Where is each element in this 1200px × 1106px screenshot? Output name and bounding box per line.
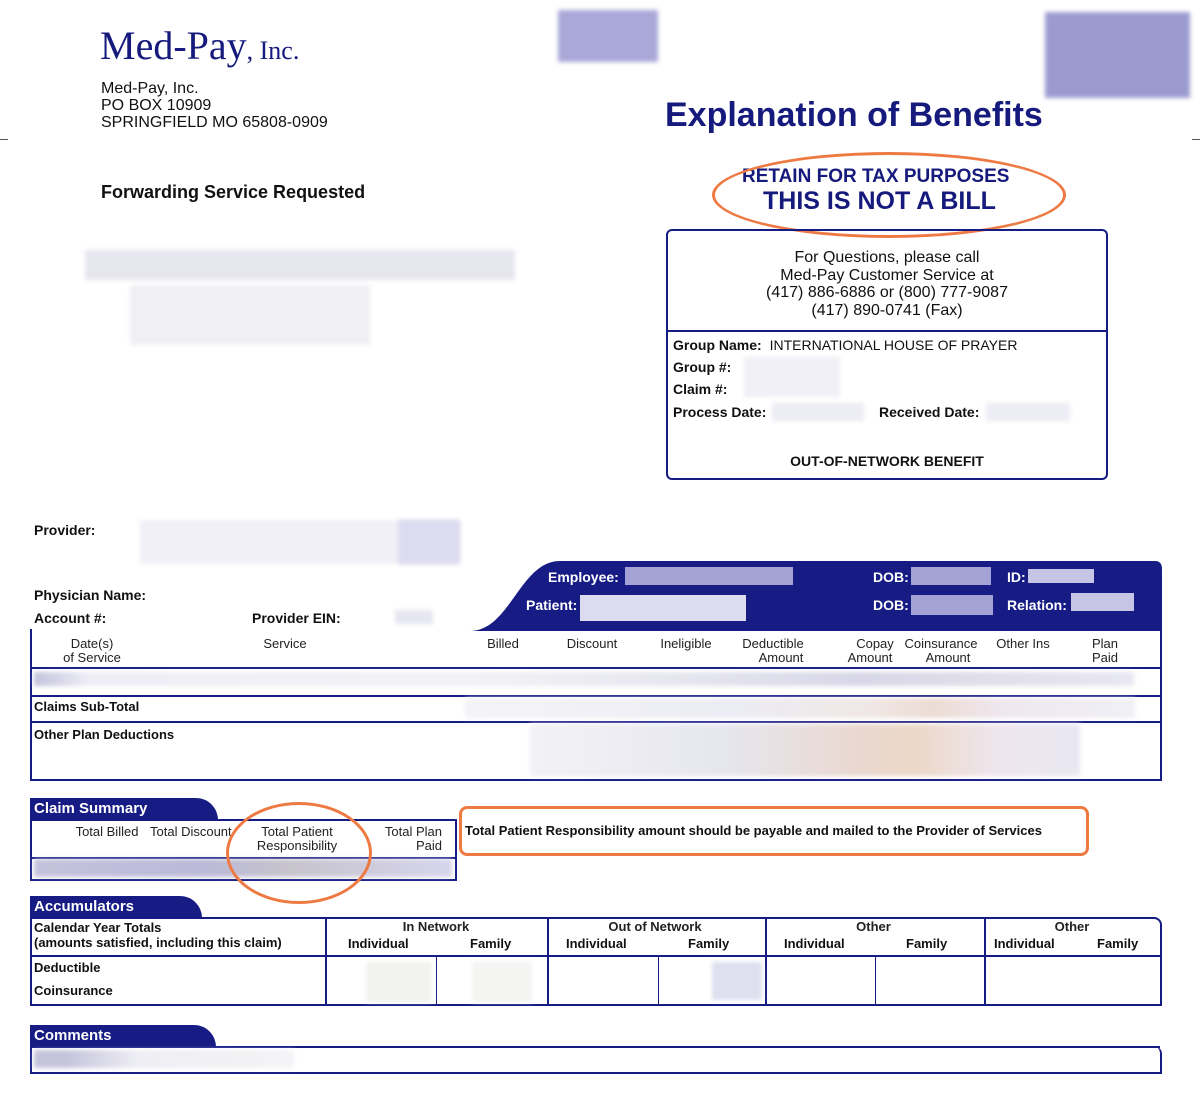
contact-text	[668, 249, 1106, 319]
col-label: Paid	[1091, 650, 1119, 665]
redacted-claim-row	[34, 672, 1134, 686]
redacted-relation	[1071, 593, 1134, 611]
accumulators-tab	[30, 896, 176, 918]
col-label: Date(s)	[70, 636, 114, 651]
col-divider	[436, 957, 437, 1004]
address-line-3: SPRINGFIELD MO 65808-0909	[101, 114, 328, 131]
redacted-subtotal	[465, 698, 1135, 718]
redacted-dob	[911, 595, 993, 615]
col-dates	[52, 637, 132, 665]
group-name-row	[673, 337, 1017, 353]
redacted-block	[1045, 12, 1190, 98]
col-label: Coinsurance	[904, 636, 978, 651]
col-label: Responsibility	[256, 838, 338, 853]
summary-total-billed: Total Billed	[75, 824, 139, 839]
group-other-1	[764, 920, 983, 934]
group-label: Other	[1054, 919, 1090, 934]
payment-note: Total Patient Responsibility amount should be payable and mailed to the Provider of Services	[465, 823, 1042, 838]
sub-family: Family	[470, 936, 512, 951]
accumulators-title: Accumulators	[34, 898, 135, 915]
redacted-patient	[580, 595, 746, 621]
document-title: Explanation of Benefits	[665, 96, 1043, 134]
cy-line-2: (amounts satisfied, including this claim)	[34, 935, 282, 950]
dob-label-patient: DOB:	[873, 597, 909, 613]
company-logo	[100, 22, 299, 69]
redacted-provider	[398, 520, 460, 564]
physician-label: Physician Name:	[34, 587, 147, 603]
comments-tab	[30, 1025, 190, 1047]
col-label: Service	[263, 636, 307, 651]
row-coinsurance: Coinsurance	[34, 983, 113, 998]
cy-line-1: Calendar Year Totals	[34, 920, 162, 935]
redacted-received-date	[986, 403, 1070, 421]
group-num-label: Group #:	[673, 359, 732, 375]
group-name-label: Group Name:	[673, 337, 762, 353]
summary-total-plan	[372, 825, 442, 853]
subtotal-label: Claims Sub-Total	[34, 699, 140, 714]
col-discount	[552, 637, 632, 651]
other-deductions-label: Other Plan Deductions	[34, 727, 175, 742]
col-label: Other Ins	[996, 636, 1050, 651]
retain-notice: RETAIN FOR TAX PURPOSES	[742, 166, 1010, 187]
claim-summary-tab	[30, 798, 192, 820]
summary-total-discount: Total Discount	[150, 825, 232, 839]
col-label: Amount	[758, 650, 804, 665]
sub-family: Family	[1097, 936, 1139, 951]
received-date-label: Received Date:	[879, 404, 980, 420]
process-date-label: Process Date:	[673, 404, 767, 420]
redacted-accumulator	[366, 962, 432, 1002]
dob-label-employee: DOB:	[873, 569, 909, 585]
group-name-value: INTERNATIONAL HOUSE OF PRAYER	[769, 337, 1018, 353]
row-deductible: Deductible	[34, 960, 101, 975]
col-ineligible	[646, 637, 726, 651]
group-other-2	[983, 920, 1161, 934]
row-divider	[32, 955, 1160, 957]
col-label: Paid	[415, 838, 442, 853]
redacted-claim	[744, 357, 840, 397]
redacted-employee	[625, 567, 793, 585]
divider	[668, 330, 1106, 332]
col-label: Ineligible	[660, 636, 712, 651]
redacted-deductions	[530, 724, 1080, 776]
col-label: Total Plan	[384, 824, 442, 839]
redacted-id	[1028, 569, 1094, 583]
ein-label: Provider EIN:	[252, 610, 341, 626]
col-label: Amount	[925, 650, 971, 665]
highlight-ellipse	[226, 802, 372, 904]
id-label: ID:	[1007, 569, 1026, 585]
col-label: Total Patient	[261, 824, 333, 839]
row-divider	[32, 1046, 1160, 1048]
redacted-comment	[34, 1050, 294, 1068]
row-divider	[32, 667, 1160, 669]
row-divider	[32, 721, 1160, 723]
group-in-network	[326, 920, 546, 934]
col-other-ins	[990, 637, 1056, 651]
redacted-process-date	[772, 403, 864, 421]
contact-line-3: (417) 886-6886 or (800) 777-9087	[766, 284, 1008, 301]
redacted-accumulator	[712, 962, 762, 1000]
claim-summary-title: Claim Summary	[34, 800, 148, 817]
col-label: Amount	[847, 650, 893, 665]
sub-individual: Individual	[994, 936, 1055, 951]
redacted-ein	[395, 610, 433, 624]
col-label: of Service	[63, 650, 121, 665]
address-line-2: PO BOX 10909	[101, 97, 212, 114]
not-a-bill-notice: THIS IS NOT A BILL	[763, 187, 996, 215]
address-line-1: Med-Pay, Inc.	[101, 80, 199, 97]
col-label: Discount	[566, 636, 618, 651]
sub-family: Family	[906, 936, 948, 951]
redacted-address	[85, 250, 515, 280]
redacted-accumulator	[472, 962, 532, 1002]
col-plan-paid	[1080, 637, 1130, 665]
provider-label: Provider:	[34, 522, 96, 538]
account-label: Account #:	[34, 610, 107, 626]
employee-label: Employee:	[548, 569, 619, 585]
redacted-address	[130, 285, 370, 345]
logo-main: Med-Pay	[100, 23, 247, 68]
patient-label: Patient:	[526, 597, 578, 613]
contact-box	[666, 229, 1108, 480]
contact-line-2: Med-Pay Customer Service at	[780, 266, 994, 284]
return-address	[101, 80, 328, 131]
col-billed	[473, 637, 533, 651]
sub-individual: Individual	[566, 936, 627, 951]
group-label: Out of Network	[608, 919, 702, 934]
logo-suffix: , Inc.	[246, 36, 300, 65]
fold-mark	[1192, 139, 1200, 140]
highlight-ellipse	[712, 152, 1066, 238]
redacted-block	[558, 10, 658, 62]
col-label: Plan	[1091, 636, 1119, 651]
col-coinsurance	[900, 637, 982, 665]
calendar-year-label	[34, 920, 282, 950]
group-label: In Network	[402, 919, 470, 934]
col-label: Copay	[856, 636, 894, 651]
group-label: Other	[856, 919, 891, 934]
row-divider	[32, 695, 1160, 697]
benefit-type: OUT-OF-NETWORK BENEFIT	[790, 453, 984, 469]
col-label: Deductible	[742, 636, 804, 651]
group-out-network	[546, 920, 764, 934]
forwarding-notice: Forwarding Service Requested	[101, 182, 366, 202]
contact-line-1: For Questions, please call	[794, 249, 980, 266]
relation-label: Relation:	[1007, 597, 1067, 613]
sub-individual: Individual	[348, 936, 409, 951]
col-divider	[658, 957, 659, 1004]
col-label: Billed	[487, 636, 519, 651]
contact-line-4: (417) 890-0741 (Fax)	[811, 301, 963, 319]
col-divider	[875, 957, 876, 1004]
redacted-dob	[911, 567, 991, 585]
sub-family: Family	[688, 936, 730, 951]
comments-title: Comments	[34, 1027, 112, 1044]
col-service	[245, 637, 325, 651]
col-copay	[840, 637, 900, 665]
fold-mark	[0, 139, 8, 140]
col-deductible	[733, 637, 813, 665]
sub-individual: Individual	[784, 936, 845, 951]
claim-num-label: Claim #:	[673, 381, 728, 397]
